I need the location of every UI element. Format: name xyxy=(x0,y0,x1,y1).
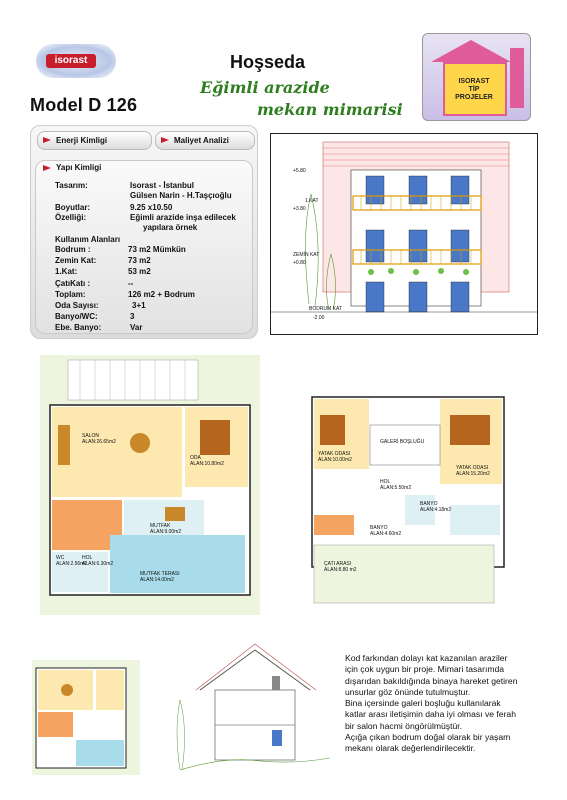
project-description xyxy=(345,653,560,755)
area-label-ground: Zemin Kat: xyxy=(55,256,97,265)
label-dimensions: Boyutlar: xyxy=(55,203,91,212)
ground-floor-plan xyxy=(40,355,260,615)
room-area-mutfak: ALAN:9.00m2 xyxy=(150,529,182,535)
description-line: unsurlar göz önünde tutulmuştur. xyxy=(345,686,471,697)
room-label-mutfak: MUTFAK xyxy=(150,523,171,529)
first-plan-svg xyxy=(310,395,506,610)
room-area-yatak-1: ALAN:10.00m2 xyxy=(318,457,352,463)
level-label: +3.80 xyxy=(293,206,306,212)
arrow-right-icon xyxy=(161,137,169,143)
value-feature-2: yapılara örnek xyxy=(143,223,198,232)
area-value-total: 126 m2 + Bodrum xyxy=(128,290,195,299)
description-line: Açığa çıkan bodrum doğal olarak bir yaşam xyxy=(345,732,511,743)
value-design: Isorast - İstanbul xyxy=(130,181,195,190)
room-label-hol: HOL xyxy=(380,479,391,485)
description-line: Kod farkından dolayı kat kazanılan araziler xyxy=(345,653,508,663)
room-label-banyo-1: BANYO xyxy=(420,501,438,507)
room-label-yatak-1: YATAK ODASI xyxy=(318,451,351,457)
room-area-banyo-2: ALAN:4.60m2 xyxy=(370,531,402,537)
tab-energy-label: Enerji Kimligi xyxy=(56,136,108,145)
area-label-bath: Banyo/WC: xyxy=(55,312,98,321)
room-area-wc: ALAN:2.56m2 xyxy=(56,561,88,567)
area-value-rooms: 3+1 xyxy=(132,301,146,310)
area-value-bath: 3 xyxy=(130,312,135,321)
isorast-logo xyxy=(30,36,122,86)
slogan-line-2: mekan mimarisi xyxy=(257,100,403,119)
value-designers: Gülsen Narin - H.Taşçıoğlu xyxy=(130,191,232,200)
tab-energy[interactable] xyxy=(37,131,152,150)
room-area-teras: ALAN:14.00m2 xyxy=(140,577,174,583)
room-label-teras: MUTFAK TERASI xyxy=(140,571,180,577)
room-area-yatak-2: ALAN:15.20m2 xyxy=(456,471,490,477)
area-value-ground: 73 m2 xyxy=(128,256,151,265)
description-line: bir salon hacmi öngörülmüştür. xyxy=(345,720,463,731)
area-label-basement: Bodrum : xyxy=(55,245,91,254)
tip-projeler-logo xyxy=(422,33,531,121)
logo-badge: isorast xyxy=(46,54,96,68)
room-label-oda: ODA xyxy=(190,455,201,461)
tab-identity[interactable] xyxy=(40,163,101,172)
tip-box-line-2: TİP xyxy=(468,86,480,93)
description-line: katlar arası iletişimin daha iyi olması ve ferah xyxy=(345,709,516,720)
house-roof-icon xyxy=(431,40,511,62)
elevation-svg xyxy=(271,134,537,334)
room-area-banyo-1: ALAN:4.18m2 xyxy=(420,507,452,513)
tab-identity-label: Yapı Kimligi xyxy=(56,163,102,172)
room-area-cati: ALAN:8.80 m2 xyxy=(324,567,357,573)
area-label-attic: ÇatıKatı : xyxy=(55,279,91,288)
room-label-salon: SALON xyxy=(82,433,99,439)
area-label-first: 1.Kat: xyxy=(55,267,78,276)
area-value-ensuite: Var xyxy=(130,323,143,332)
level-label: BODRUM KAT xyxy=(309,306,342,312)
room-label-cati: ÇATI ARASI xyxy=(324,561,352,567)
slogan-line-1: Eğimli arazide xyxy=(200,78,330,97)
project-name: Hoşseda xyxy=(230,52,306,72)
section-svg xyxy=(160,630,340,780)
room-label-banyo-2: BANYO xyxy=(370,525,388,531)
room-label-galeri: GALERİ BOŞLUĞU xyxy=(380,439,425,445)
area-label-ensuite: Ebe. Banyo: xyxy=(55,323,102,332)
basement-floor-plan xyxy=(32,660,140,775)
room-area-oda: ALAN:10.80m2 xyxy=(190,461,224,467)
basement-plan-svg xyxy=(32,660,140,775)
first-floor-plan xyxy=(310,395,506,610)
section-drawing xyxy=(160,630,340,780)
arrow-right-icon xyxy=(43,165,51,171)
logo-side-bar xyxy=(510,48,524,108)
description-line: dışarıdan bakıldığında binaya hareket getiren xyxy=(345,675,518,686)
room-label-yatak-2: YATAK ODASI xyxy=(456,465,489,471)
areas-title: Kullanım Alanları xyxy=(55,235,121,244)
model-title: Model D 126 xyxy=(30,95,138,115)
level-label: ZEMİN KAT xyxy=(293,252,320,258)
tip-box-line-1: ISORAST xyxy=(458,78,490,85)
level-label: -2.00 xyxy=(313,315,325,321)
area-label-total: Toplam: xyxy=(55,290,86,299)
room-area-hol: ALAN:6.30m2 xyxy=(82,561,114,567)
tab-cost[interactable] xyxy=(155,131,255,150)
front-elevation-drawing xyxy=(270,133,538,335)
value-feature: Eğimli arazide inşa edilecek xyxy=(130,213,236,222)
level-label: +5.80 xyxy=(293,168,306,174)
area-label-rooms: Oda Sayısı: xyxy=(55,301,99,310)
area-value-attic: -- xyxy=(128,279,134,288)
tab-cost-label: Maliyet Analizi xyxy=(174,136,229,145)
tip-box-text xyxy=(447,78,501,102)
description-line: için çok uygun bir proje. Mimari tasarımda xyxy=(345,664,505,675)
room-label-hol: HOL xyxy=(82,555,93,561)
tip-box-line-3: PROJELER xyxy=(455,94,493,101)
level-label: +0.80 xyxy=(293,260,306,266)
label-design: Tasarım: xyxy=(55,181,88,190)
value-dimensions: 9.25 x10.50 xyxy=(130,203,173,212)
area-value-first: 53 m2 xyxy=(128,267,151,276)
arrow-right-icon xyxy=(43,137,51,143)
description-line: mekanı olarak değerlendirilecektir. xyxy=(345,743,476,754)
description-line: Bina içersinde galeri boşluğu kullanılarak xyxy=(345,698,501,709)
level-label: 1.KAT xyxy=(305,198,319,204)
area-value-basement: 73 m2 Mümkün xyxy=(128,245,186,254)
room-area-salon: ALAN:26.65m2 xyxy=(82,439,116,445)
label-feature: Özelliği: xyxy=(55,213,87,222)
room-area-hol: ALAN:5.50m2 xyxy=(380,485,412,491)
room-label-wc: WC xyxy=(56,555,65,561)
